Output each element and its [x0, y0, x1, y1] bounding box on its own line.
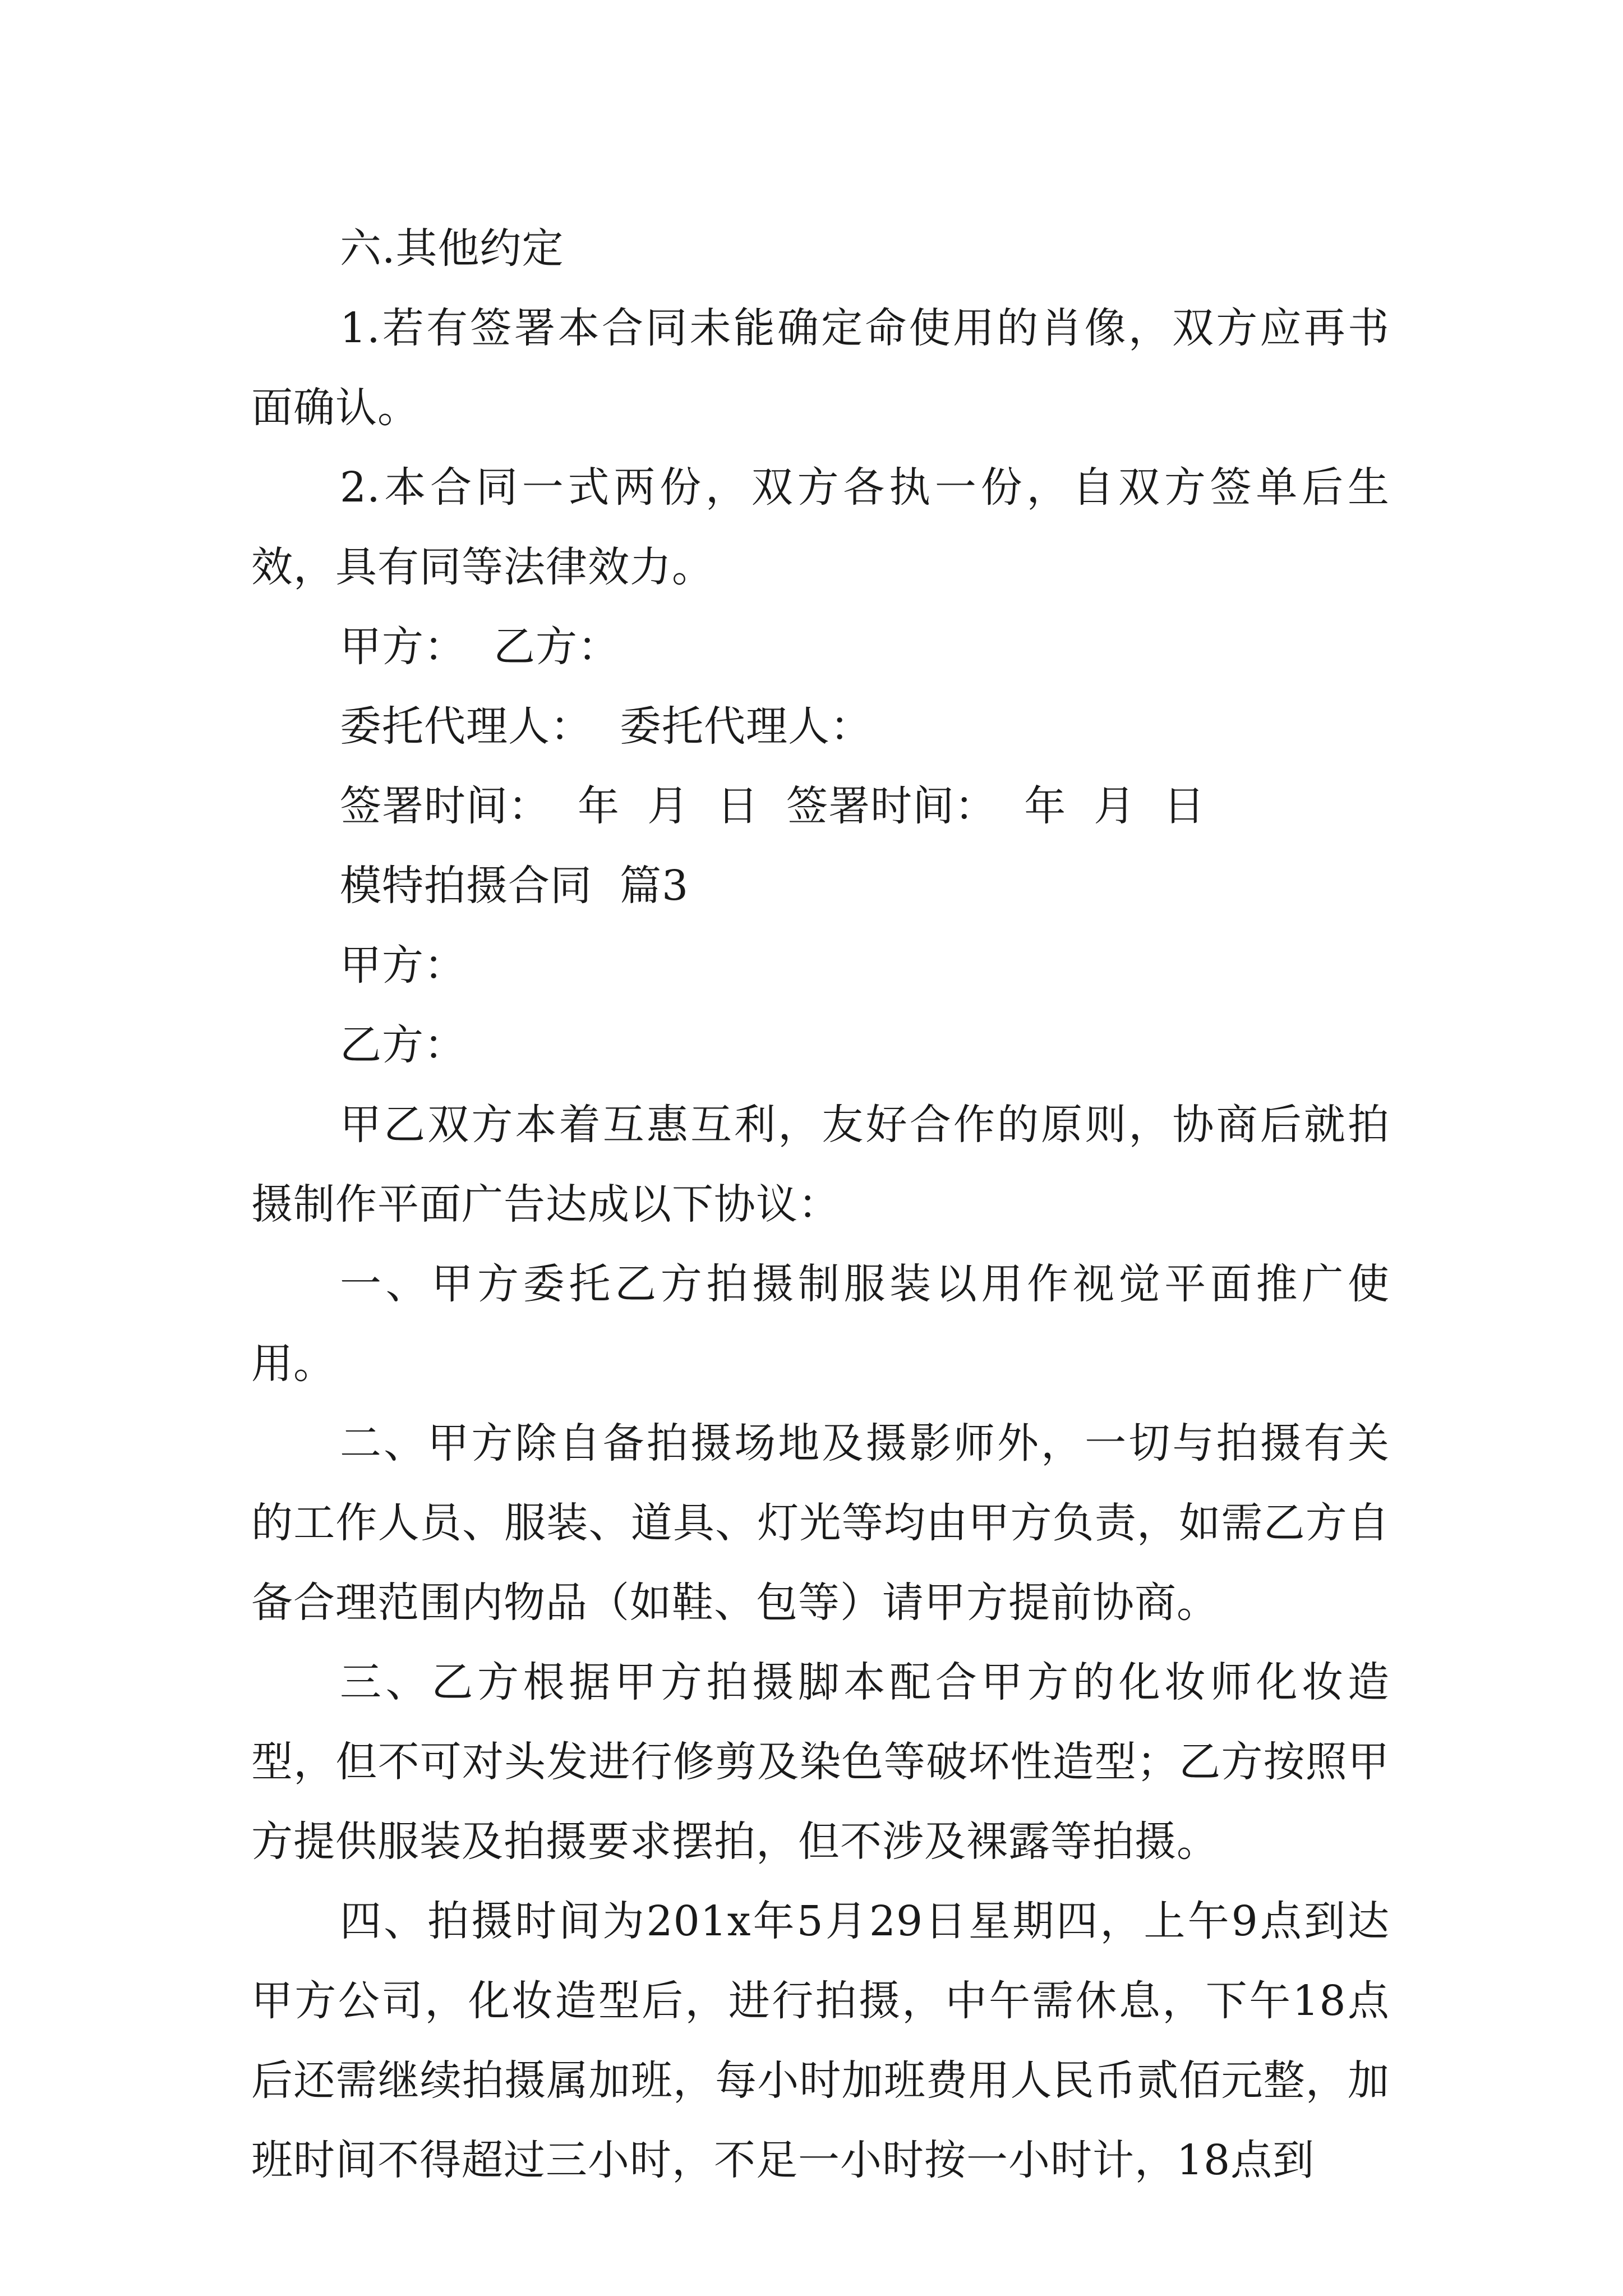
clause-1-portrait-confirmation: 1.若有签署本合同未能确定命使用的肖像，双方应再书面确认。 — [251, 304, 1390, 432]
clause-three-styling: 三、乙方根据甲方拍摄脚本配合甲方的化妆师化妆造型，但不可对头发进行修剪及染色等破坏性造型；乙方按照甲方提供服装及拍摄要求摆拍，但不涉及裸露等拍摄。 — [251, 1658, 1390, 1866]
signature-parties-line: 甲方： 乙方： — [340, 623, 620, 671]
signature-agents-line: 委托代理人： 委托代理人： — [340, 702, 873, 751]
document-body — [251, 209, 1390, 2200]
preamble-paragraph: 甲乙双方本着互惠互利，友好合作的原则，协商后就拍摄制作平面广告达成以下协议： — [251, 1101, 1390, 1228]
party-b-line: 乙方： — [340, 1021, 466, 1069]
section-heading-other-terms: 六.其他约定 — [340, 224, 564, 273]
party-a-line: 甲方： — [340, 941, 466, 990]
signature-date-line: 签署时间： 年 月 日 签署时间： 年 月 日 — [340, 782, 1206, 830]
clause-two-responsibilities: 二、甲方除自备拍摄场地及摄影师外，一切与拍摄有关的工作人员、服装、道具、灯光等均由甲方负责，如需乙方自备合理范围内物品（如鞋、包等）请甲方提前协商。 — [251, 1419, 1390, 1627]
clause-2-copies-effect: 2.本合同一式两份，双方各执一份，自双方签单后生效，具有同等法律效力。 — [251, 463, 1390, 591]
contract-title-part-3: 模特拍摄合同 篇3 — [340, 862, 689, 910]
clause-one-commission: 一、甲方委托乙方拍摄制服装以用作视觉平面推广使用。 — [251, 1260, 1390, 1388]
clause-four-schedule: 四、拍摄时间为201x年5月29日星期四，上午9点到达甲方公司，化妆造型后，进行拍摄，中午需休息，下午18点后还需继续拍摄属加班，每小时加班费用人民币贰佰元整，加班时间不得超过三小时，不足一小时按一小时计，18点到 — [251, 1897, 1390, 2184]
